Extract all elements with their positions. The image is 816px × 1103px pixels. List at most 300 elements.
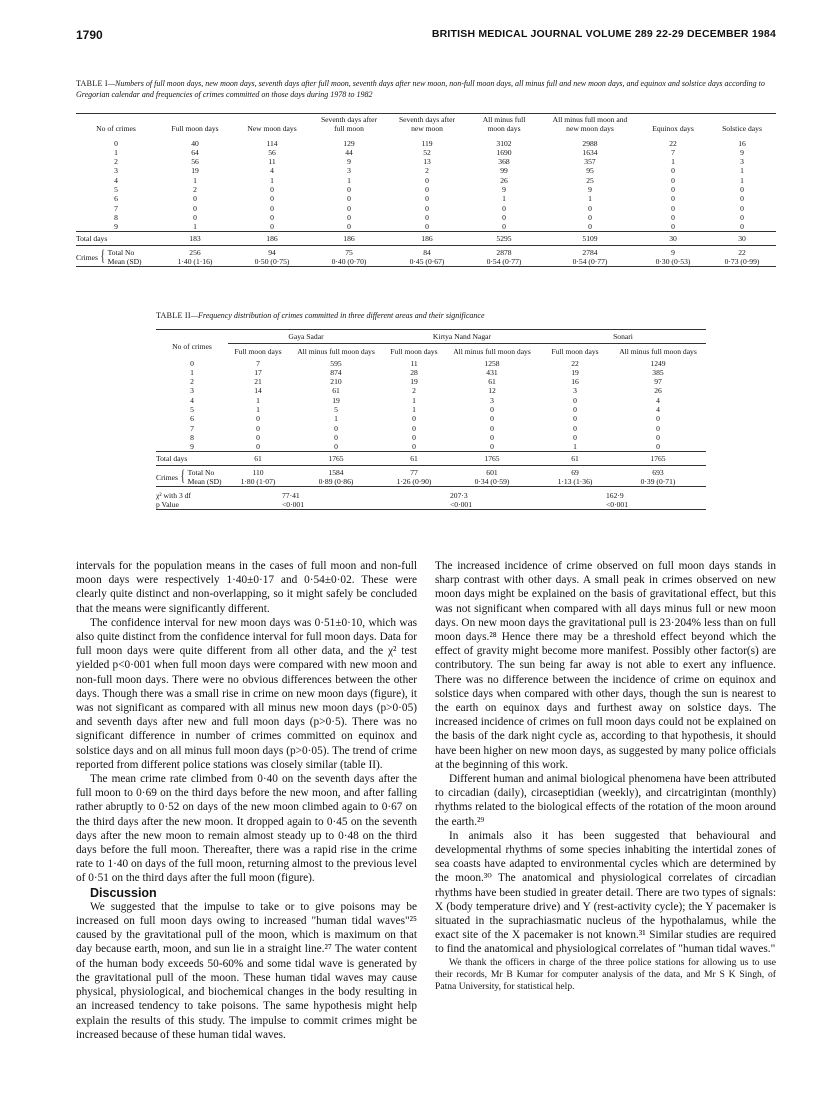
t1-crimes-total: 84 [423,248,431,258]
t1-cell: 0 [671,194,675,204]
t1-total: 30 [669,234,677,244]
t1-row [76,136,776,148]
t1-total: 30 [738,234,746,244]
t2-cell: 2 [412,386,416,396]
t1-cell: 1690 [496,147,512,157]
t2-row [156,442,706,452]
t2-cell: 0 [656,414,660,424]
t1-crimes-total: 9 [671,248,675,258]
t1-cell: 1 [193,222,197,232]
t1-col-header: Full moon days [171,123,219,133]
t1-cell: 1 [671,157,675,167]
t1-row-label: 5 [114,184,118,194]
t2-chi-cell [228,487,384,510]
t1-cell: 56 [191,157,199,167]
t1-crimes-total: 256 [189,248,201,258]
t1-col-header: Seventh days after new moon [398,114,456,133]
t1-cell: 0 [740,194,744,204]
t2-row [156,377,706,386]
t2-cell: 595 [330,358,342,368]
t1-crimes-mean: 0·40 (0·70) [331,257,367,267]
t2-area-header: Gaya Sadar [228,330,384,344]
t1-cell: 119 [421,138,433,148]
table2-caption [156,311,716,322]
paragraph: The confidence interval for new moon days was 0·51±0·10, which was also quite distinct from the confidence interval for full moon days. Data for full moon days were quite different from all other data, and the χ² test yielded p<0·001 when full moon days were compared with new moon and non-full moon days. There were no obvious differences between the other days. Though there was a small rise in crime on new moon days (figure), it was not significant as compared with all minus new moon days (p>0·05) and seventh days after new and full moon days (p>0·5). There was no significant difference in number of crimes committed on equinox and solstice days and on all minus full moon days (p>0·05). The trend of crime reported from different police stations was closely similar (table II). [76,616,417,771]
right-column [435,559,776,993]
t1-cell: 22 [669,138,677,148]
t1-cell: 0 [347,212,351,222]
t1-crimes-total: 22 [738,248,746,258]
t1-cell: 3102 [496,138,512,148]
t1-cell: 9 [740,147,744,157]
t1-crimes-cell [466,246,542,267]
t2-cell: 1 [412,395,416,405]
t2-cell: 4 [656,404,660,414]
t1-cell: 1 [740,175,744,185]
t1-row-label: 0 [114,138,118,148]
t2-cell: 19 [410,377,418,387]
t2-cell: 28 [410,367,418,377]
t1-crimes-cell [708,246,776,267]
t2-cell: 19 [332,395,340,405]
t2-cell: 19 [571,367,579,377]
t2-cell: 0 [490,442,494,452]
t2-cell: 4 [656,395,660,405]
t1-cell: 3 [740,157,744,167]
t2-cell: 3 [573,386,577,396]
t2-p-value: <0·001 [282,500,304,510]
t2-crimes-cell [540,466,610,487]
t2-cell: 0 [490,423,494,433]
t1-crimes-cell [638,246,708,267]
t2-crimes-mean: 0·34 (0·59) [474,477,510,487]
t1-cell: 0 [740,184,744,194]
t1-cell: 2 [425,166,429,176]
t2-cell: 0 [334,432,338,442]
t1-cell: 4 [270,166,274,176]
section-heading-discussion: Discussion [90,885,157,900]
t2-crimes-label: Crimes [156,472,178,482]
t1-cell: 3 [347,166,351,176]
table1-body [76,136,776,232]
t2-crimes-total: 69 [571,468,579,478]
t1-total: 186 [266,234,278,244]
t1-cell: 26 [500,175,508,185]
t1-cell: 0 [270,184,274,194]
t1-cell: 0 [502,212,506,222]
t2-row [156,396,706,405]
t1-row-label: 2 [114,157,118,167]
t2-cell: 1249 [650,358,666,368]
paragraph: We suggested that the impulse to take or to give poisons may be increased on full moon days owing to increased "human tidal waves"²⁵ caused by the gravitational pull of the moon, which is maximum on that day because earth, moon, and sun lie in a straight line.²⁷ The water content of the human body exceeds 50-60% and some tidal wave is generated by the gravitational pull of the moon. These human tidal waves may cause physical, physiological, and biochemical changes in the body resulting in an increased tendency to take poisons. The same hypothesis might help explain the results of this study. The impulse to commit crimes might be increased because of these human tidal waves. [76,900,417,1041]
t2-cell: 1 [256,395,260,405]
t1-col-header: Solstice days [722,123,762,133]
t2-row-label: 1 [190,367,194,377]
t1-crimes-mean: 0·45 (0·67) [409,257,445,267]
t1-cell: 13 [423,157,431,167]
t2-row-label: 6 [190,414,194,424]
t2-cell: 0 [256,432,260,442]
acknowledgements: We thank the officers in charge of the three police stations for allowing us to use their records, Mr B Kumar for computer analysis of the data, and Mr S K Singh, of Patna University, for statistical help. [435,956,776,993]
t1-total: 5295 [496,234,512,244]
t1-cell: 0 [588,222,592,232]
t1-cell: 11 [268,157,276,167]
t1-crimes-label: Crimes [76,252,98,262]
t1-row [76,166,776,175]
t2-row [156,386,706,395]
t2-row-label: 0 [190,358,194,368]
t2-crimes-total: 77 [410,468,418,478]
t2-p-value: <0·001 [450,500,472,510]
paragraph: The increased incidence of crime observed on full moon days stands in sharp contrast with other days. A small peak in crimes observed on new moon days might be explained on the basis of gravitational effect, but this was not significant when compared with all days minus full or new moon days. On new moon days the gravitational pull is 23·204% less than on full moon days.²⁸ Hence there may be a threshold effect beyond which the effect of gravity might become more manifest. Possibly other factor(s) are contributory. The sun being far away is not able to exert any influence. There was no difference between the incidence of crime on equinox and solstice days when compared with other days, though the sun is nearest to the earth on equinox days and furthest away on solstice days. The increased incidence of crimes on full moon days could not be explained on the basis of the dark night cycle as, according to that hypothesis, it should have been higher on new moon days, as suggested by many police officials at the beginning of this work. [435,560,776,771]
t1-col-header: Seventh days after full moon [320,114,378,133]
t1-cell: 95 [586,166,594,176]
t2-sub-header: Full moon days [390,346,438,356]
t2-cell: 0 [573,414,577,424]
t2-cell: 0 [490,432,494,442]
t2-cell: 17 [254,367,262,377]
t2-sub-header: All minus full moon days [297,346,375,356]
t1-cell: 40 [191,138,199,148]
t2-row-label: 8 [190,432,194,442]
t2-row-label: 9 [190,442,194,452]
t1-crimes-cell [542,246,638,267]
t2-total: 61 [571,454,579,464]
t2-cell: 14 [254,386,262,396]
t2-cell: 11 [410,358,418,368]
t1-cell: 0 [671,166,675,176]
t1-cell: 1 [502,194,506,204]
t2-cell: 97 [654,377,662,387]
t2-total: 61 [410,454,418,464]
t1-mean-label: Mean (SD) [107,257,142,267]
table2 [156,329,706,511]
t1-cell: 2988 [582,138,598,148]
t2-cell: 0 [656,442,660,452]
t1-crimes-total: 2784 [582,248,598,258]
t1-cell: 368 [498,157,510,167]
t1-cell: 0 [588,212,592,222]
t1-total: 186 [343,234,355,244]
t1-total-no-label: Total No [107,248,135,258]
t2-cell: 22 [571,358,579,368]
t2-cell: 0 [334,442,338,452]
t1-cell: 1634 [582,147,598,157]
t2-cell: 0 [573,395,577,405]
t1-row-label: 9 [114,222,118,232]
t1-cell: 64 [191,147,199,157]
t2-crimes-mean: 1·80 (1·07) [240,477,276,487]
t2-chi-cell [384,487,540,510]
t2-cell: 0 [412,432,416,442]
left-column [76,559,417,1042]
t1-total: 186 [421,234,433,244]
t1-cell: 0 [270,222,274,232]
t1-cell: 0 [502,222,506,232]
t1-cell: 1 [740,166,744,176]
t2-chi-label-cell [156,487,228,510]
t2-row [156,368,706,377]
t2-cell: 0 [256,442,260,452]
t2-cell: 0 [573,423,577,433]
t2-sub-header: All minus full moon days [619,346,697,356]
brace-icon: { [100,248,106,266]
t1-row [76,194,776,203]
t2-cell: 21 [254,377,262,387]
t1-cell: 0 [740,222,744,232]
t1-cell: 1 [588,194,592,204]
t2-crimes-cell [610,466,706,487]
t2-crimes-total: 110 [252,468,264,478]
t1-cell: 0 [425,203,429,213]
t1-cell: 0 [193,203,197,213]
t2-crimes-mean: 1·26 (0·90) [396,477,432,487]
t1-cell: 0 [671,175,675,185]
t2-crimes-mean: 1·13 (1·36) [557,477,593,487]
t2-cell: 0 [256,423,260,433]
t2-cell: 0 [412,414,416,424]
t1-cell: 357 [584,157,596,167]
t2-sub-header: All minus full moon days [453,346,531,356]
t2-crimes-mean: 0·39 (0·71) [640,477,676,487]
t1-total-label: Total days [76,234,108,244]
table1-label: TABLE I [76,79,108,88]
t1-crimes-cell [156,246,234,267]
t1-crimes-mean: 0·54 (0·77) [486,257,522,267]
table2-body [156,356,706,452]
t2-col-header: No of crimes [172,341,212,351]
t2-total-label: Total days [156,454,188,464]
t1-cell: 0 [740,203,744,213]
table2-caption-text: —Frequency distribution of crimes committed in three different areas and their significance [190,311,485,320]
t1-row-label: 3 [114,166,118,176]
t1-cell: 0 [425,194,429,204]
t1-cell: 1 [193,175,197,185]
t1-row [76,185,776,194]
t1-cell: 0 [425,212,429,222]
t2-cell: 61 [332,386,340,396]
t1-row [76,204,776,213]
t1-cell: 0 [193,212,197,222]
t2-row [156,424,706,433]
t2-cell: 16 [571,377,579,387]
t2-crimes-total: 693 [652,468,664,478]
t1-crimes-total: 94 [268,248,276,258]
t2-row-label: 3 [190,386,194,396]
table1-caption [76,79,776,100]
t1-crimes-total: 2878 [496,248,512,258]
t1-cell: 9 [588,184,592,194]
t2-row [156,414,706,423]
t2-cell: 61 [488,377,496,387]
t2-cell: 26 [654,386,662,396]
t1-row [76,157,776,166]
t1-cell: 0 [270,212,274,222]
t2-area-header: Kirtya Nand Nagar [384,330,540,344]
t2-total: 61 [254,454,262,464]
t1-cell: 1 [270,175,274,185]
t2-cell: 0 [656,432,660,442]
t2-cell: 431 [486,367,498,377]
t1-cell: 52 [423,147,431,157]
t1-crimes-mean: 0·50 (0·75) [254,257,290,267]
t1-cell: 99 [500,166,508,176]
t2-cell: 1258 [484,358,500,368]
t1-row [76,176,776,185]
t1-cell: 0 [425,222,429,232]
t1-cell: 0 [588,203,592,213]
t1-crimes-mean: 0·30 (0·53) [655,257,691,267]
t2-cell: 0 [656,423,660,433]
t2-mean-label: Mean (SD) [187,477,222,487]
t2-crimes-cell [288,466,384,487]
t1-crimes-label-cell [76,246,156,267]
t1-total: 5109 [582,234,598,244]
t1-cell: 129 [343,138,355,148]
t2-chi-value: 77·41 [282,491,300,501]
t2-cell: 12 [488,386,496,396]
t2-sub-header: Full moon days [551,346,599,356]
t2-total: 1765 [484,454,500,464]
t1-cell: 0 [347,184,351,194]
t1-col-header: New moon days [247,123,297,133]
t2-cell: 0 [412,442,416,452]
t2-p-value: <0·001 [606,500,628,510]
t2-cell: 0 [490,414,494,424]
t2-area-header: Sonari [540,330,706,344]
t2-cell: 1 [334,414,338,424]
t2-chi-value: 207·3 [450,491,468,501]
brace-icon: { [180,468,186,486]
t1-row-label: 8 [114,212,118,222]
t2-cell: 0 [490,404,494,414]
table1-caption-text: —Numbers of full moon days, new moon days, seventh days after full moon, seventh days after new moon, non-full moon days, all minus full and new moon days, and equinox and solstice days according to Gregorian calendar and frequencies of crimes committed on those days during 1978 to 1982 [76,79,765,99]
t1-row [76,148,776,157]
t1-row [76,222,776,232]
t2-cell: 0 [573,404,577,414]
paragraph: intervals for the population means in the cases of full moon and non-full moon days were respectively 1·40±0·17 and 0·54±0·02. These were clearly quite distinct and non-overlapping, so it might safely be concluded that the means were significantly different. [76,560,417,615]
t2-cell: 1 [256,404,260,414]
t1-cell: 44 [345,147,353,157]
t1-total: 183 [189,234,201,244]
t1-cell: 19 [191,166,199,176]
t2-total: 1765 [328,454,344,464]
running-header [76,28,776,44]
t1-cell: 0 [671,203,675,213]
t1-crimes-total: 75 [345,248,353,258]
t1-cell: 0 [671,212,675,222]
t1-cell: 0 [270,194,274,204]
t1-cell: 0 [671,184,675,194]
t1-cell: 0 [347,194,351,204]
t1-cell: 9 [502,184,506,194]
paragraph: The mean crime rate climbed from 0·40 on the seventh days after the full moon to 0·69 on the third days before the new moon, and after falling rather abruptly to 0·52 on days of the new moon climbed again to 0·67 on the third days after the new moon. It dropped again to 0·45 on the seventh days after the new moon to remain almost steady up to 0·48 on the third days before the full moon. Thereafter, there was a rapid rise in the crime rate to 1·40 on days of the full moon, returning almost to the previous level of 0·51 on the third days after the full moon (figure). [76,773,417,885]
t1-cell: 9 [347,157,351,167]
t2-cell: 0 [573,432,577,442]
t1-cell: 2 [193,184,197,194]
t2-crimes-mean: 0·89 (0·86) [318,477,354,487]
t1-cell: 25 [586,175,594,185]
t1-row-label: 4 [114,175,118,185]
page-number: 1790 [76,28,103,42]
t1-cell: 7 [671,147,675,157]
t2-row [156,356,706,368]
t1-cell: 0 [671,222,675,232]
t2-crimes-total: 601 [486,468,498,478]
t1-crimes-mean: 1·40 (1·16) [177,257,213,267]
t2-cell: 0 [334,423,338,433]
t1-crimes-mean: 0·54 (0·77) [572,257,608,267]
t2-crimes-total: 1584 [328,468,344,478]
t1-cell: 56 [268,147,276,157]
t1-cell: 114 [266,138,278,148]
t2-row [156,433,706,442]
paragraph: Different human and animal biological phenomena have been attributed to circadian (daily), circaseptidian (weekly), and circatrigintan (monthly) rhythms related to the biological effects of the rotation of the moon around the earth.²⁹ [435,773,776,828]
table1 [76,113,776,268]
t1-col-header: All minus full moon days [482,114,526,133]
t2-row [156,405,706,414]
t2-sub-header: Full moon days [234,346,282,356]
t1-row-label: 1 [114,147,118,157]
t1-cell: 0 [425,175,429,185]
t2-cell: 1 [573,442,577,452]
t1-crimes-cell [234,246,310,267]
t2-chi-label: χ² with 3 df [156,491,191,501]
t1-cell: 0 [740,212,744,222]
t1-row [76,213,776,222]
t2-chi-cell [540,487,706,510]
t1-cell: 0 [425,184,429,194]
t1-crimes-cell [310,246,388,267]
t1-cell: 0 [347,203,351,213]
t2-chi-value: 162·9 [606,491,624,501]
t2-cell: 874 [330,367,342,377]
t1-row-label: 6 [114,194,118,204]
t2-cell: 385 [652,367,664,377]
t1-cell: 16 [738,138,746,148]
t1-cell: 0 [502,203,506,213]
t1-cell: 1 [347,175,351,185]
t2-row-label: 7 [190,423,194,433]
t2-total-no-label: Total No [187,468,215,478]
t1-col-header: No of crimes [96,123,136,133]
t2-cell: 7 [256,358,260,368]
t2-crimes-label-cell [156,466,228,487]
t1-col-header: Equinox days [652,123,694,133]
t2-cell: 1 [412,404,416,414]
t2-cell: 5 [334,404,338,414]
t2-row-label: 4 [190,395,194,405]
t2-p-label: p Value [156,500,179,510]
t2-total: 1765 [650,454,666,464]
t1-crimes-mean: 0·73 (0·99) [724,257,760,267]
t1-crimes-cell [388,246,466,267]
t2-cell: 0 [412,423,416,433]
t2-row-label: 2 [190,377,194,387]
table2-label: TABLE II [156,311,191,320]
t1-cell: 0 [347,222,351,232]
t2-crimes-cell [444,466,540,487]
t2-crimes-cell [228,466,288,487]
paragraph: In animals also it has been suggested that behavioural and developmental rhythms of some species inhabiting the intertidal zones of sea coasts have adapted to environmental cycles which are determined by the moon.³⁰ The anatomical and physiological correlates of circadian rhythms have been studied in greater detail. There are two types of signals: X (body temperature drive) and Y (rest-activity cycle); the Y pacemaker is situated in the suprachiasmatic nucleus of the hypothalamus, while the exact site of the X pacemaker is not known.³¹ Similar studies are required to find the anatomical and physiological correlates of "human tidal waves." [435,829,776,956]
t1-cell: 0 [193,194,197,204]
t2-cell: 210 [330,377,342,387]
t2-cell: 0 [256,414,260,424]
t2-cell: 3 [490,395,494,405]
t1-cell: 0 [270,203,274,213]
journal-header: BRITISH MEDICAL JOURNAL VOLUME 289 22-29 DECEMBER 1984 [431,28,776,40]
t2-row-label: 5 [190,404,194,414]
